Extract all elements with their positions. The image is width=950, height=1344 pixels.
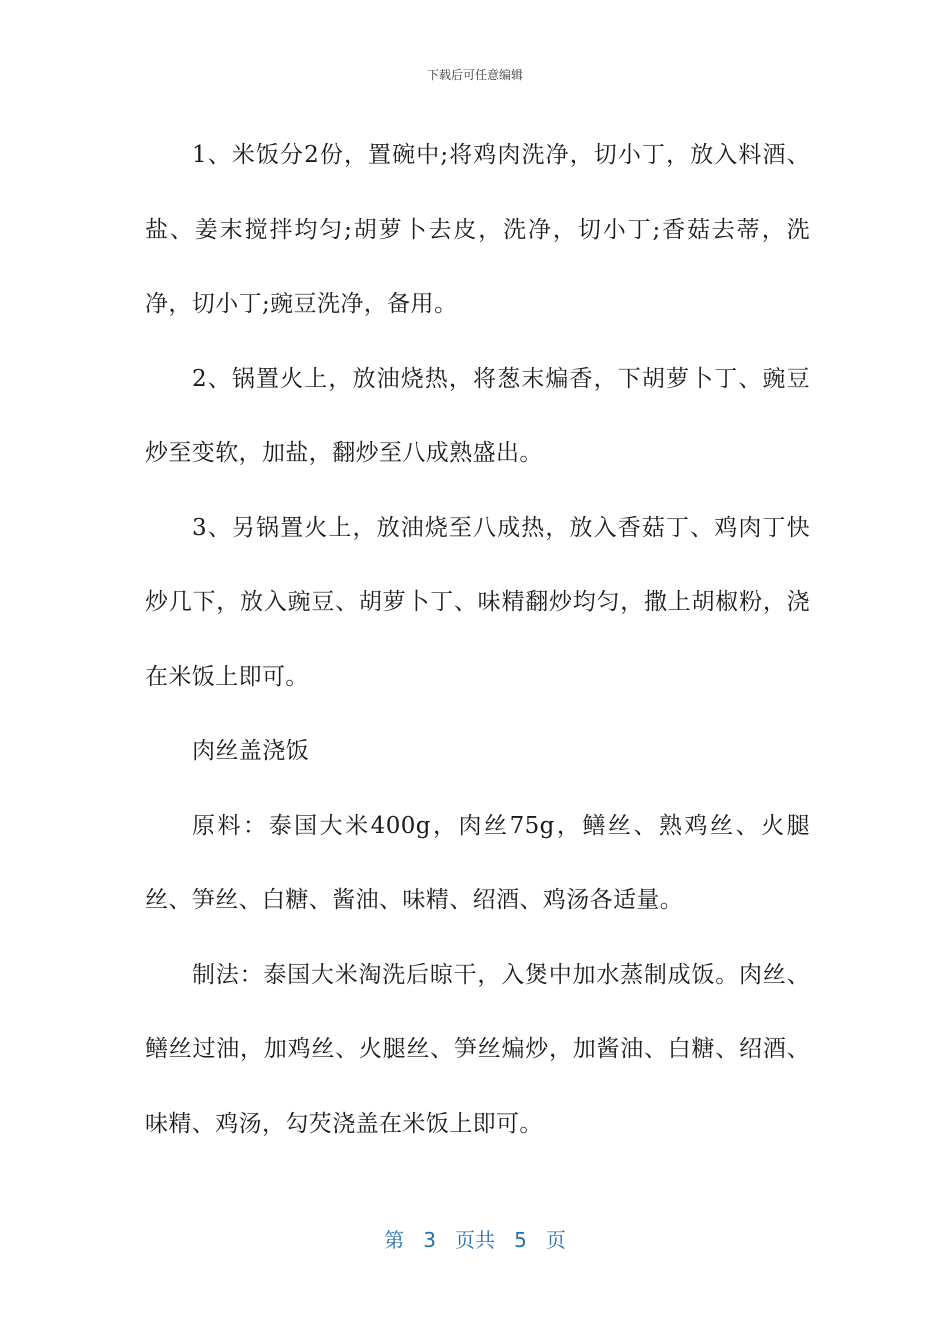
total-pages-number: 5 bbox=[514, 1228, 527, 1252]
current-page-number: 3 bbox=[423, 1228, 436, 1252]
paragraph-step-2: 2、锅置火上，放油烧热，将葱末煸香，下胡萝卜丁、豌豆炒至变软，加盐，翻炒至八成熟盛出。 bbox=[145, 365, 810, 466]
page-footer bbox=[0, 1224, 950, 1253]
paragraph-ingredients: 原料：泰国大米400g，肉丝75g，鳝丝、熟鸡丝、火腿丝、笋丝、白糖、酱油、味精、绍酒、鸡汤各适量。 bbox=[145, 812, 810, 913]
paragraph-step-3: 3、另锅置火上，放油烧至八成热，放入香菇丁、鸡肉丁快炒几下，放入豌豆、胡萝卜丁、味精翻炒均匀，撒上胡椒粉，浇在米饭上即可。 bbox=[145, 514, 810, 690]
paragraph-method: 制法：泰国大米淘洗后晾干，入煲中加水蒸制成饭。肉丝、鳝丝过油，加鸡丝、火腿丝、笋丝煸炒，加酱油、白糖、绍酒、味精、鸡汤，勾芡浇盖在米饭上即可。 bbox=[145, 961, 810, 1137]
document-body bbox=[145, 118, 810, 1161]
footer-middle: 页共 bbox=[455, 1228, 495, 1252]
header-note: 下载后可任意编辑 bbox=[426, 68, 523, 82]
recipe-title: 肉丝盖浇饭 bbox=[192, 738, 309, 764]
footer-suffix: 页 bbox=[545, 1228, 566, 1252]
footer-prefix: 第 bbox=[384, 1228, 405, 1252]
paragraph-step-1: 1、米饭分2份，置碗中;将鸡肉洗净，切小丁，放入料酒、盐、姜末搅拌均匀;胡萝卜去皮，洗净，切小丁;香菇去蒂，洗净，切小丁;豌豆洗净，备用。 bbox=[145, 142, 810, 317]
